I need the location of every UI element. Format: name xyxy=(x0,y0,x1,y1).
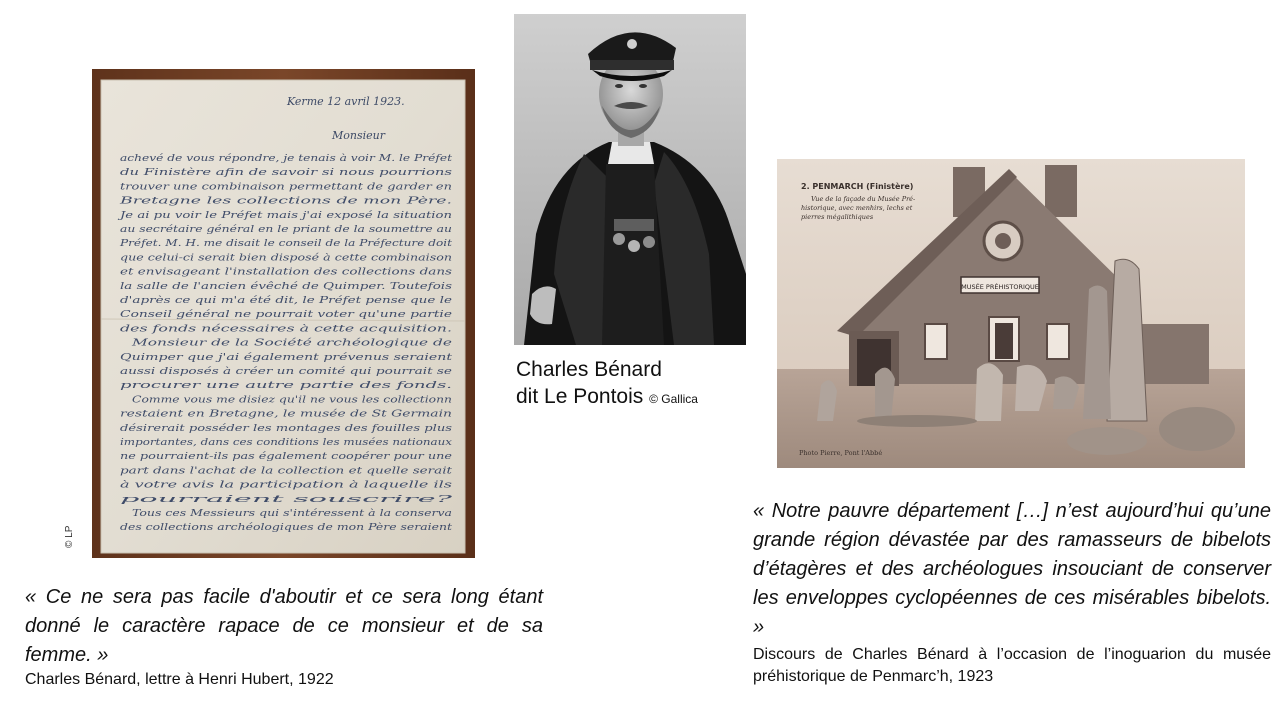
letter-line: des collections archéologiques de mon Père seraient xyxy=(120,522,453,534)
quote-speech: « Notre pauvre département […] n’est aujourd’hui qu’une grande région dévastée par des ramasseurs de bibelots d’étagères et des archéologues insouciant de conserver les enveloppes cyclopéennes de ces misérables bibelots. » xyxy=(753,500,1271,638)
charles-benard-portrait xyxy=(514,14,746,345)
letter-line: Comme vous me disiez qu'il ne vous les collectionn xyxy=(132,394,453,406)
letter-line: Monsieur de la Société archéologique de xyxy=(130,337,453,349)
letter-handwriting xyxy=(117,153,455,533)
postcard-title: 2. PENMARCH (Finistère) xyxy=(801,182,914,191)
letter-line: Quimper que j'ai également prévenus seraient xyxy=(120,351,453,363)
letter-line: au secrétaire général en le priant de la soumettre au xyxy=(120,224,452,235)
portrait-caption xyxy=(516,356,698,413)
letter-line: importantes, dans ces conditions les musées nationaux xyxy=(120,437,453,448)
postcard-desc-1: Vue de la façade du Musée Pré- xyxy=(811,195,916,203)
portrait-photo xyxy=(514,14,746,345)
letter-date: Kerme 12 avril 1923. xyxy=(287,95,405,108)
letter-line: pourraient souscrire? xyxy=(120,493,456,505)
letter-line: part dans l'achat de la collection et quelle serait xyxy=(120,465,453,477)
letter-line: que celui-ci serait bien disposé à cette combinaison xyxy=(120,252,453,264)
letter-line: Bretagne les collections de mon Père. xyxy=(118,195,453,207)
portrait-name: Charles Bénard xyxy=(516,358,662,381)
museum-postcard xyxy=(777,159,1245,468)
letter-line: aussi disposés à créer un comité qui pourrait se xyxy=(120,366,453,377)
letter-image xyxy=(92,69,475,558)
letter-line: des fonds nécessaires à cette acquisition. xyxy=(120,323,453,335)
letter-line: et envisageant l'installation des collections dans xyxy=(120,266,453,278)
postcard-desc-2: historique, avec menhirs, lechs et xyxy=(801,204,913,212)
letter-line: ne pourraient-ils pas également coopérer pour une xyxy=(120,451,453,463)
penmarch-museum-postcard xyxy=(777,159,1245,468)
letter-line: à votre avis la participation à laquelle ils xyxy=(120,479,453,491)
letter-line: Préfet. M. H. me disait le conseil de la Préfecture doit xyxy=(118,238,453,250)
portrait-nickname: dit Le Pontois xyxy=(516,385,644,408)
postcard-desc-3: pierres mégalithiques xyxy=(801,213,874,221)
museum-sign: MUSÉE PRÉHISTORIQUE xyxy=(961,283,1039,291)
letter-photo-credit: © LP xyxy=(64,525,75,548)
letter-line: achevé de vous répondre, je tenais à voir M. le Préfet xyxy=(120,153,453,164)
postcard-photo-credit: Photo Pierre, Pont l'Abbé xyxy=(799,449,883,457)
letter-line: procurer une autre partie des fonds. xyxy=(120,380,453,392)
letter-line: désirerait posséder les montages des fouilles plus xyxy=(120,422,453,434)
handwritten-letter-photo xyxy=(92,69,475,558)
quote-speech-attribution: Discours de Charles Bénard à l’occasion de l’inoguarion du musée préhistorique de Penmarc’h, 1923 xyxy=(753,646,1271,685)
letter-salutation: Monsieur xyxy=(332,129,385,142)
portrait-nickname-line xyxy=(516,383,698,413)
letter-line: la salle de l'ancien évêché de Quimper. Toutefois xyxy=(120,280,453,292)
portrait-credit: © Gallica xyxy=(649,392,698,406)
quote-letter: « Ce ne sera pas facile d'aboutir et ce sera long étant donné le caractère rapace de ce monsieur et de sa femme. » xyxy=(25,586,543,666)
letter-line: restaient en Bretagne, le musée de St Germain xyxy=(120,408,452,420)
letter-line: d'après ce qui m'a été dit, le Préfet pense que le xyxy=(120,295,453,306)
letter-line: Conseil général ne pourrait voter qu'une partie xyxy=(120,309,453,321)
letter-line: Tous ces Messieurs qui s'intéressent à la conserva xyxy=(132,508,452,519)
letter-line: trouver une combinaison permettant de garder en xyxy=(120,181,453,193)
letter-line: du Finistère afin de savoir si nous pourrions xyxy=(120,167,453,179)
quote-letter-attribution: Charles Bénard, lettre à Henri Hubert, 1922 xyxy=(25,671,334,688)
letter-line: Je ai pu voir le Préfet mais j'ai exposé la situation xyxy=(117,209,453,221)
